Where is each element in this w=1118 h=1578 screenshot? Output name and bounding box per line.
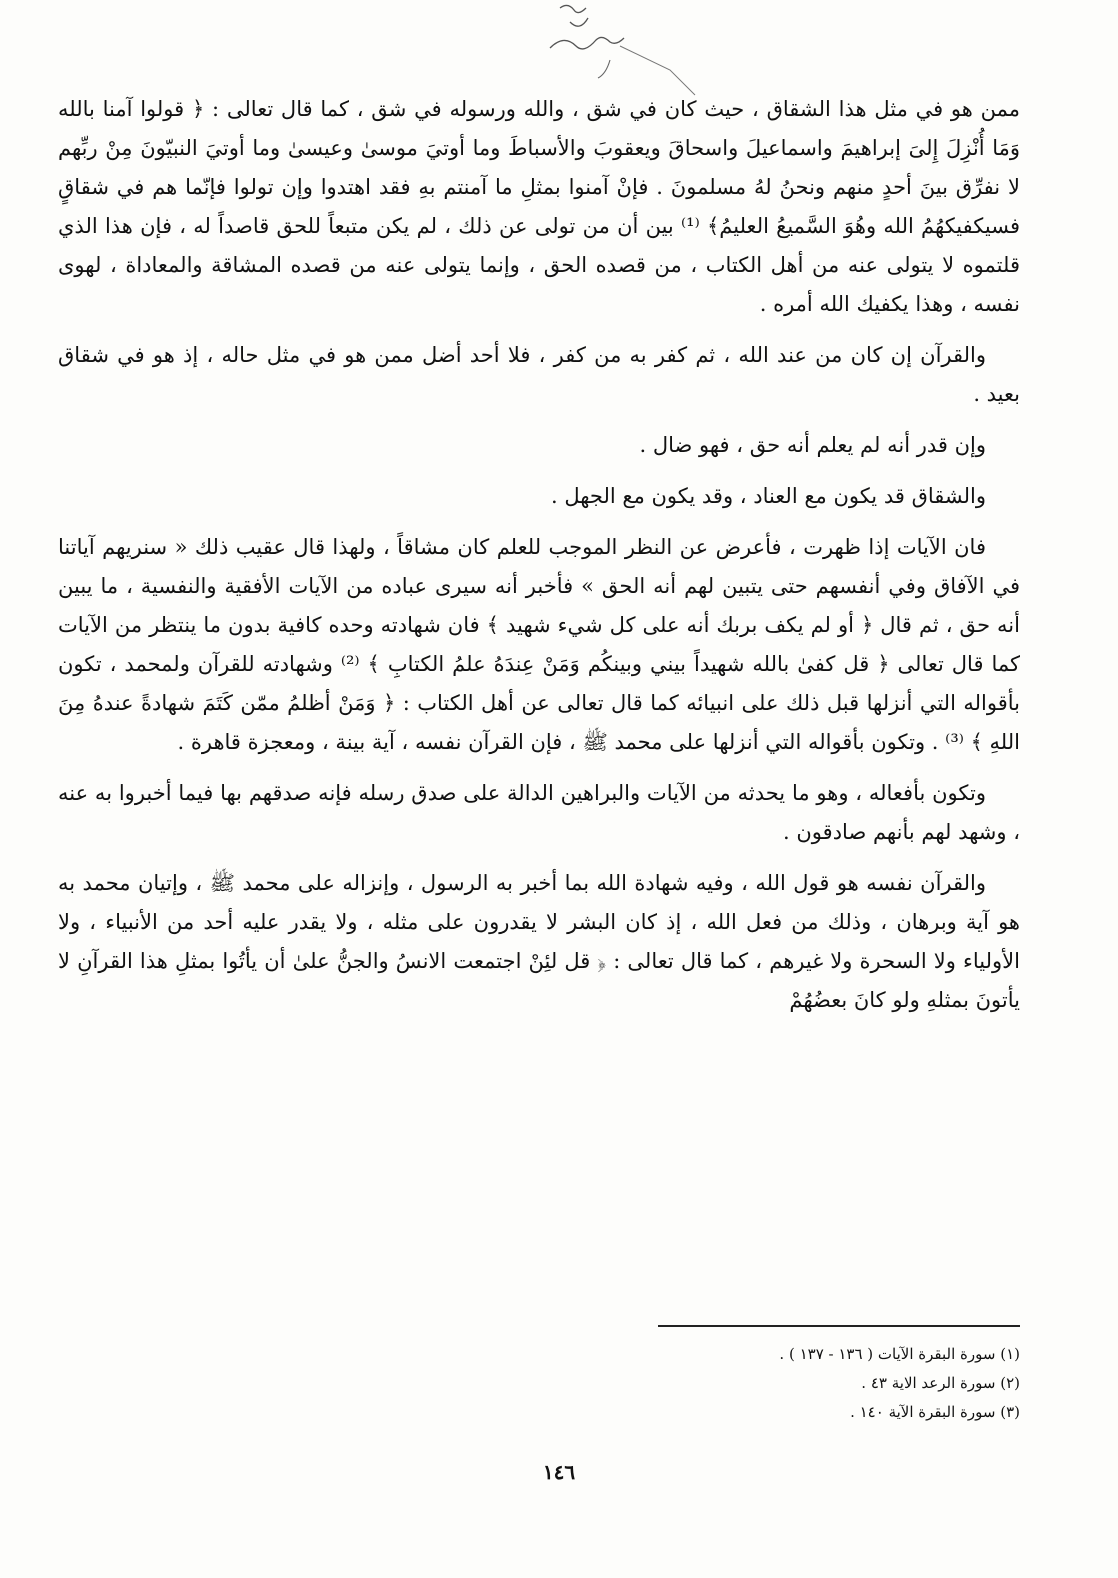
handwritten-annotation (520, 0, 720, 100)
footnote: (٣) سورة البقرة الآية ١٤٠ . (850, 1403, 1020, 1421)
paragraph: وإن قدر أنه لم يعلم أنه حق ، فهو ضال . (639, 433, 986, 457)
paragraph: وتكون بأفعاله ، وهو ما يحدثه من الآيات والبراهين الدالة على صدق رسله فإنه صدقهم بها فيما أخبروا به عنه ، وشهد لهم بأنهم صادقون . (58, 781, 1020, 844)
paragraph: والقرآن إن كان من عند الله ، ثم كفر به من كفر ، فلا أحد أضل ممن هو في مثل حاله ، إذ هو في شقاق بعيد . (58, 343, 1020, 406)
paragraph: والشقاق قد يكون مع العناد ، وقد يكون مع الجهل . (551, 484, 986, 508)
paragraph: فان الآيات إذا ظهرت ، فأعرض عن النظر الموجب للعلم كان مشاقاً ، ولهذا قال عقيب ذلك « سنريهم آياتنا في الآفاق وفي أنفسهم حتى يتبين لهم أنه الحق » فأخبر أنه سيرى عباده من الآيات الأفقية والنفسية ، ما يبين أنه حق ، ثم قال ﴿ أو لم يكف بربك أنه على كل شيء شهيد ﴾ فان شهادته وحده كافية بدون ما ينتظر من الآيات كما قال تعالى ﴿ قل كفىٰ بالله شهيداً بيني وبينكُم وَمَنْ عِندَهُ علمُ الكتابِ ﴾ ⁽²⁾ وشهادته للقرآن ولمحمد ، تكون بأقواله التي أنزلها قبل ذلك على انبيائه كما قال تعالى عن أهل الكتاب : ﴿ وَمَنْ أظلمُ ممّن كَتَمَ شهادةً عندهُ مِنَ اللهِ ﴾ ⁽³⁾ . وتكون بأقواله التي أنزلها على محمد ﷺ ، فإن القرآن نفسه ، آية بينة ، ومعجزة قاهرة . (58, 535, 1020, 754)
footnotes (58, 1340, 1020, 1427)
paragraph: ممن هو في مثل هذا الشقاق ، حيث كان في شق ، والله ورسوله في شق ، كما قال تعالى : ﴿ قولوا آمنا بالله وَمَا أُنْزِلَ إِلىَ إبراهيمَ واسماعيلَ واسحاقَ ويعقوبَ والأسباطَ وما أوتيَ موسىٰ وعيسىٰ وما أوتيَ النبيّونَ مِنْ ربِّهم لا نفرِّق بينَ أحدٍ منهم ونحنُ لهُ مسلمونَ . فإنْ آمنوا بمثلِ ما آمنتم بهِ فقد اهتدوا وإن تولوا فإنّما هم في شقاقٍ فسيكفيكهُمُ الله وهُوَ السَّميعُ العليمُ﴾ ⁽¹⁾ بين أن من تولى عن ذلك ، لم يكن متبعاً للحق قاصداً له ، فإن هذا الذي قلتموه لا يتولى عنه من أهل الكتاب ، من قصده الحق ، وإنما يتولى عنه من قصده المشاقة والمعاداة ، لهوى نفسه ، وهذا يكفيك الله أمره . (58, 97, 1020, 316)
paragraph: والقرآن نفسه هو قول الله ، وفيه شهادة الله بما أخبر به الرسول ، وإنزاله على محمد ﷺ ، وإتيان محمد به هو آية وبرهان ، وذلك من فعل الله ، إذ كان البشر لا يقدرون على مثله ، ولا يقدر عليه أحد من الأنبياء ، ولا الأولياء ولا السحرة ولا غيرهم ، كما قال تعالى : ﴿ قل لئِنْ اجتمعت الانسُ والجنُّ علىٰ أن يأتُوا بمثلِ هذا القرآنِ لا يأتونَ بمثلهِ ولو كانَ بعضُهُمْ (58, 871, 1020, 1012)
page-number: ١٤٦ (542, 1460, 576, 1484)
footnote-divider (658, 1325, 1020, 1327)
main-text (58, 90, 1020, 1020)
footnote: (١) سورة البقرة الآيات ( ١٣٦ - ١٣٧ ) . (779, 1345, 1020, 1363)
footnote: (٢) سورة الرعد الاية ٤٣ . (861, 1374, 1020, 1392)
